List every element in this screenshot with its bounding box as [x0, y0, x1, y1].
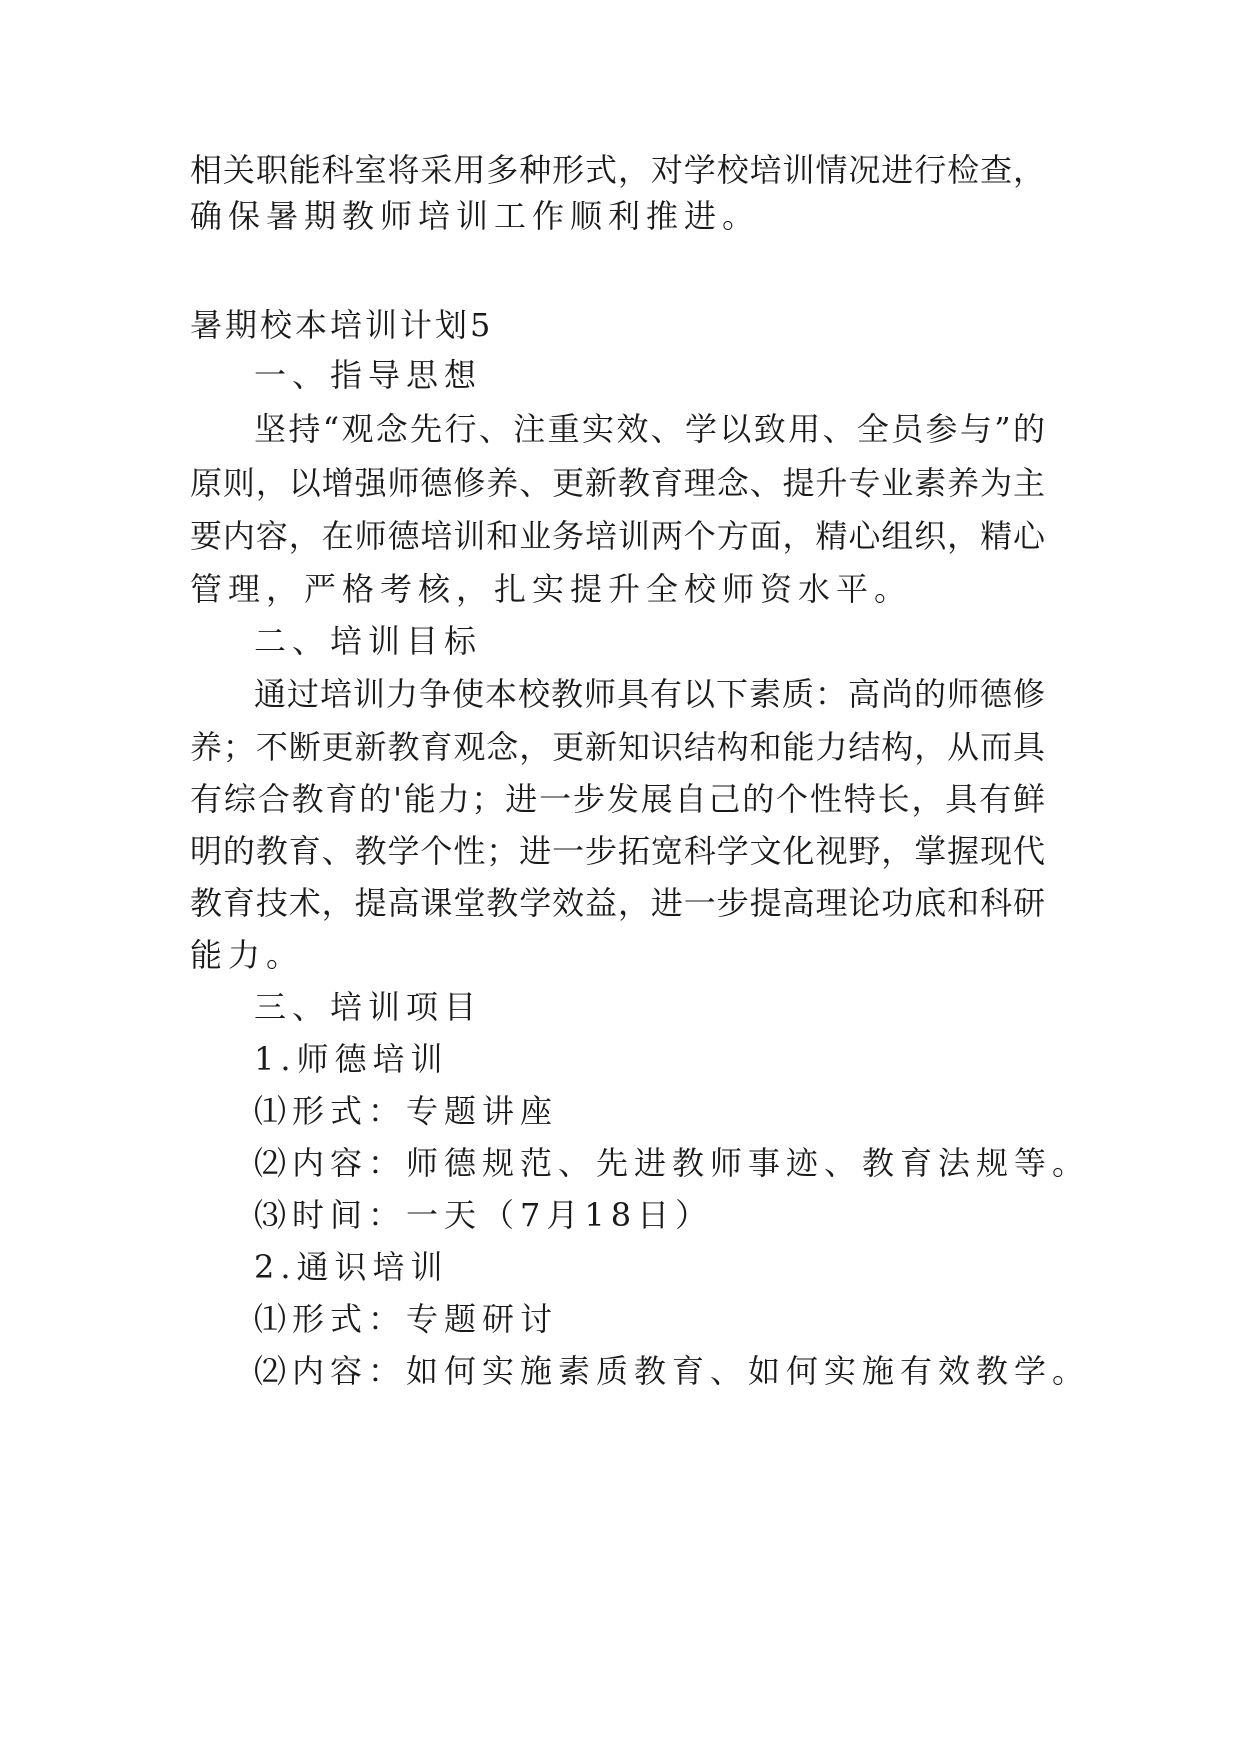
para2-line-4: 明的教育、教学个性；进一步拓宽科学文化视野，掌握现代	[190, 832, 1045, 870]
para2-line-6: 能力。	[190, 936, 305, 974]
para2-line-5: 教育技术，提高课堂教学效益，进一步提高理论功底和科研	[190, 884, 1045, 922]
section-title: 暑期校本培训计划5	[190, 306, 494, 344]
para1-line-4: 管理，严格考核，扎实提升全校师资水平。	[190, 570, 913, 608]
para1-line-3: 要内容，在师德培训和业务培训两个方面，精心组织，精心	[190, 517, 1045, 555]
para2-line-1: 通过培训力争使本校教师具有以下素质：高尚的师德修	[254, 675, 1045, 713]
item2-form: ⑴形式：专题研讨	[254, 1300, 559, 1338]
para2-line-2: 养；不断更新教育观念，更新知识结构和能力结构，从而具	[190, 728, 1045, 766]
para1-line-2: 原则，以增强师德修养、更新教育理念、提升专业素养为主	[190, 464, 1045, 502]
item1-time: ⑶时间：一天（7月18日）	[254, 1196, 714, 1234]
top-paragraph-line-1: 相关职能科室将采用多种形式，对学校培训情况进行检查，	[190, 151, 1045, 189]
item2-title: 2.通识培训	[254, 1248, 449, 1286]
heading-training-goals: 二、培训目标	[254, 622, 483, 660]
item1-content: ⑵内容：师德规范、先进教师事迹、教育法规等。	[254, 1144, 1091, 1182]
item1-form: ⑴形式：专题讲座	[254, 1092, 559, 1130]
heading-training-items: 三、培训项目	[254, 988, 483, 1026]
para1-line-1: 坚持“观念先行、注重实效、学以致用、全员参与”的	[254, 410, 1045, 448]
heading-guiding-ideology: 一、指导思想	[254, 356, 483, 394]
item1-title: 1.师德培训	[254, 1040, 449, 1078]
item2-content: ⑵内容：如何实施素质教育、如何实施有效教学。	[254, 1352, 1091, 1390]
para2-line-3: 有综合教育的'能力；进一步发展自己的个性特长，具有鲜	[190, 780, 1045, 818]
top-paragraph-line-2: 确保暑期教师培训工作顺利推进。	[190, 197, 761, 235]
